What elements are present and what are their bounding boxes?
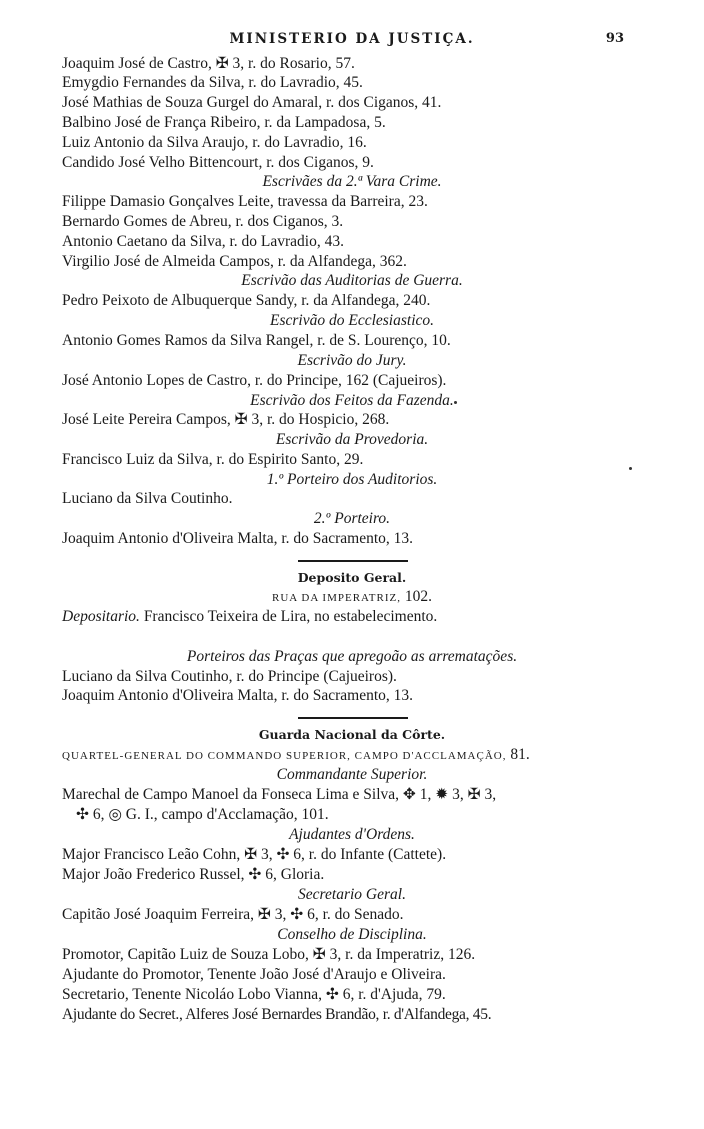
entry-line: Marechal de Campo Manoel da Fonseca Lima e Silva, ✥ 1, ✹ 3, ✠ 3, [62, 786, 497, 803]
guarda-quartel: QUARTEL-GENERAL DO COMMANDO SUPERIOR, CAMPO D'ACCLAMAÇÃO, [62, 750, 507, 762]
page-header-title: MINISTERIO DA JUSTIÇA. [229, 31, 475, 47]
entry-line: Pedro Peixoto de Albuquerque Sandy, r. da Alfandega, 240. [62, 292, 431, 309]
entry-line: Luciano da Silva Coutinho. [62, 490, 233, 507]
section-heading: Escrivão do Ecclesiastico. [270, 312, 434, 329]
porteiros-heading: Porteiros das Praças que apregoão as arrematações. [186, 648, 518, 665]
depositario-name: Francisco Teixeira de Lira, no estabelecimento. [143, 608, 438, 625]
entry-line: Emygdio Fernandes da Silva, r. do Lavradio, 45. [62, 74, 363, 91]
page-number: 93 [605, 31, 624, 46]
ink-speck [629, 467, 632, 470]
section-divider [298, 717, 408, 719]
section-heading: Escrivães da 2.ª Vara Crime. [262, 173, 442, 190]
entry-line: Candido José Velho Bittencourt, r. dos Ciganos, 9. [62, 154, 374, 171]
section-heading: 1.º Porteiro dos Auditorios. [266, 471, 438, 488]
section-heading: Escrivão do Jury. [297, 352, 407, 369]
entry-line: José Mathias de Souza Gurgel do Amaral, r. dos Ciganos, 41. [62, 94, 442, 111]
entry-line: Antonio Gomes Ramos da Silva Rangel, r. de S. Lourenço, 10. [62, 332, 451, 349]
entry-line: José Antonio Lopes de Castro, r. do Principe, 162 (Cajueiros). [62, 372, 447, 389]
entry-line: José Leite Pereira Campos, ✠ 3, r. do Hospicio, 268. [62, 411, 390, 428]
entry-line: Virgilio José de Almeida Campos, r. da Alfandega, 362. [62, 253, 407, 270]
entry-line: Balbino José de França Ribeiro, r. da Lampadosa, 5. [62, 114, 386, 131]
porteiro-line: Luciano da Silva Coutinho, r. do Principe (Cajueiros). [62, 668, 397, 685]
deposito-entry-line [62, 607, 437, 626]
entry-line: Capitão José Joaquim Ferreira, ✠ 3, ✣ 6, r. do Senado. [62, 906, 404, 923]
section-heading: Conselho de Disciplina. [277, 926, 427, 943]
entry-line: Antonio Caetano da Silva, r. do Lavradio, 43. [62, 233, 344, 250]
depositario-role: Depositario. [62, 608, 140, 625]
guarda-title: Guarda Nacional da Côrte. [258, 727, 446, 742]
entry-line: Luiz Antonio da Silva Araujo, r. do Lavradio, 16. [62, 134, 367, 151]
section-heading: Secretario Geral. [298, 886, 406, 903]
entry-line-continued: ✣ 6, ◎ G. I., campo d'Acclamação, 101. [76, 806, 329, 823]
entry-line: Bernardo Gomes de Abreu, r. dos Ciganos, 3. [62, 213, 344, 230]
guarda-quartel-line [62, 745, 530, 766]
section-heading: Escrivão das Auditorias de Guerra. [241, 272, 463, 289]
entry-line: Promotor, Capitão Luiz de Souza Lobo, ✠ 3, r. da Imperatriz, 126. [62, 946, 476, 963]
porteiro-line: Joaquim Antonio d'Oliveira Malta, r. do Sacramento, 13. [62, 687, 414, 704]
deposito-title: Deposito Geral. [297, 570, 407, 585]
section-heading: Commandante Superior. [276, 766, 428, 783]
entry-line: Secretario, Tenente Nicoláo Lobo Vianna, ✣ 6, r. d'Ajuda, 79. [62, 986, 446, 1003]
section-heading: Escrivão dos Feitos da Fazenda. [250, 392, 454, 409]
deposito-street: RUA DA IMPERATRIZ, [272, 592, 401, 604]
entry-line: Major João Frederico Russel, ✣ 6, Gloria. [62, 866, 325, 883]
entry-line: Ajudante do Promotor, Tenente João José d'Araujo e Oliveira. [62, 966, 446, 983]
entry-line: Filippe Damasio Gonçalves Leite, travessa da Barreira, 23. [62, 193, 428, 210]
section-divider [298, 560, 408, 562]
section-heading: 2.º Porteiro. [313, 510, 391, 527]
entry-line: Joaquim José de Castro, ✠ 3, r. do Rosario, 57. [62, 55, 355, 72]
entry-line: Joaquim Antonio d'Oliveira Malta, r. do Sacramento, 13. [62, 530, 414, 547]
guarda-quartel-number: 81. [510, 746, 530, 763]
deposito-address [0, 587, 704, 608]
entry-line: Francisco Luiz da Silva, r. do Espirito Santo, 29. [62, 451, 364, 468]
entry-line: Major Francisco Leão Cohn, ✠ 3, ✣ 6, r. do Infante (Cattete). [62, 846, 447, 863]
deposito-street-number: 102. [404, 588, 432, 605]
ink-speck [454, 401, 457, 404]
section-heading: Escrivão da Provedoria. [275, 431, 429, 448]
section-heading: Ajudantes d'Ordens. [289, 826, 415, 843]
entry-line: Ajudante do Secret., Alferes José Bernardes Brandão, r. d'Alfandega, 45. [62, 1006, 492, 1023]
